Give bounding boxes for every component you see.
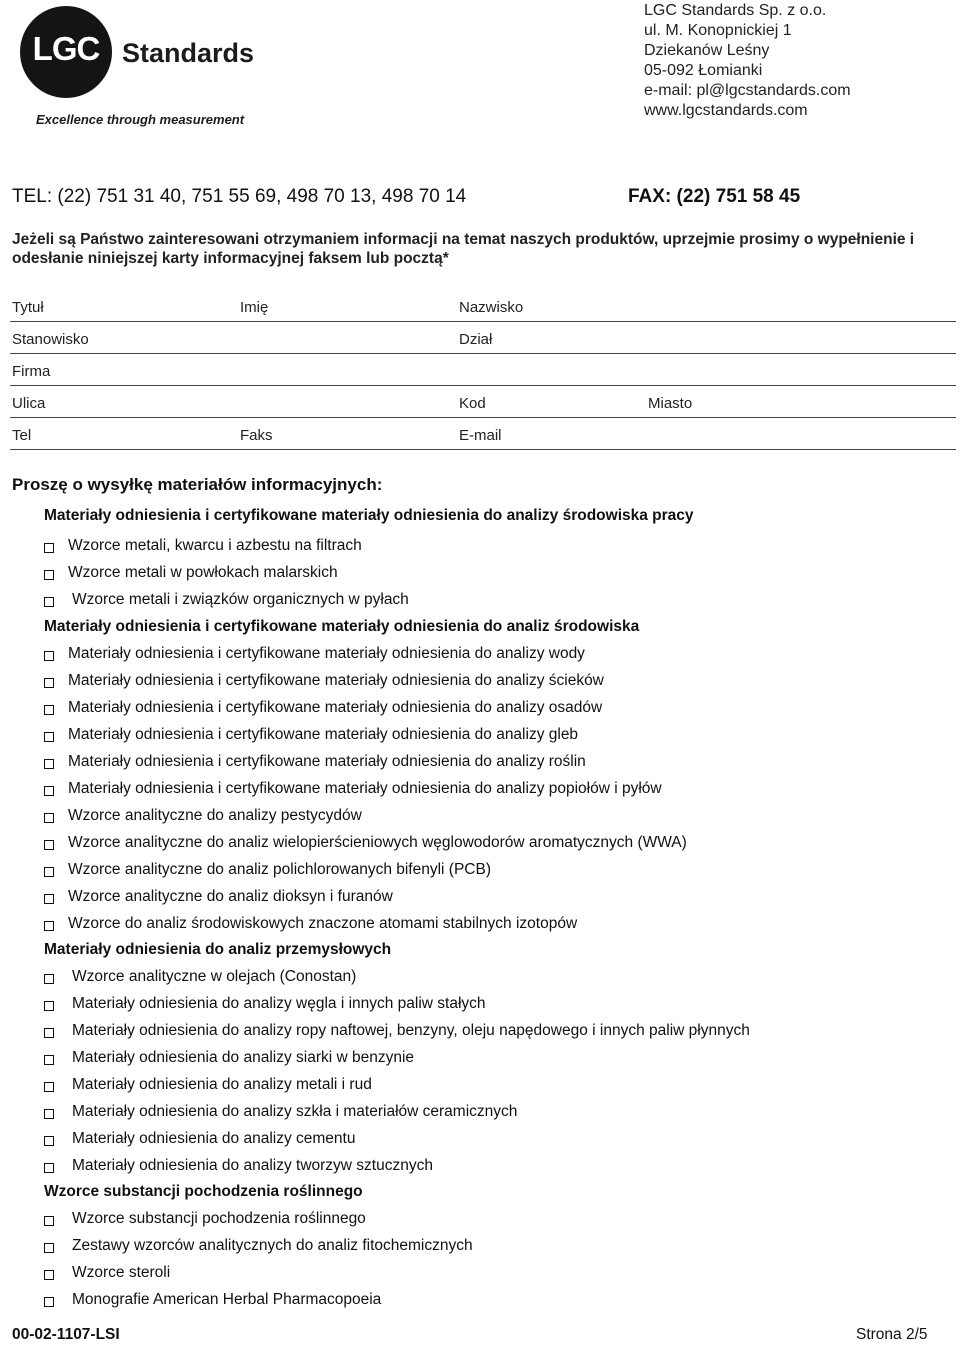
checkbox-item[interactable] — [44, 1210, 366, 1228]
address-line: 05-092 Łomianki — [644, 62, 763, 79]
checkbox-icon[interactable] — [44, 894, 54, 904]
fax-number: FAX: (22) 751 58 45 — [628, 186, 801, 207]
checkbox-label: Wzorce metali i związków organicznych w pyłach — [72, 591, 409, 608]
checkbox-item[interactable] — [44, 699, 602, 717]
section-title: Materiały odniesienia i certyfikowane materiały odniesienia do analiz środowiska — [44, 618, 640, 635]
checkbox-item[interactable] — [44, 537, 362, 555]
section-title: Materiały odniesienia do analiz przemysłowych — [44, 941, 392, 958]
address-line: LGC Standards Sp. z o.o. — [644, 2, 827, 19]
checkbox-icon[interactable] — [44, 813, 54, 823]
field-label-postcode: Kod — [459, 395, 486, 412]
checkbox-label: Materiały odniesienia do analizy ropy naftowej, benzyny, oleju napędowego i innych paliw płynnych — [72, 1022, 750, 1039]
checkbox-icon[interactable] — [44, 1055, 54, 1065]
checkbox-item[interactable] — [44, 591, 409, 609]
field-label-last-name: Nazwisko — [459, 299, 524, 316]
form-row-company[interactable] — [10, 359, 956, 386]
section-title: Materiały odniesienia i certyfikowane materiały odniesienia do analizy środowiska pracy — [44, 507, 694, 524]
checkbox-icon[interactable] — [44, 570, 54, 580]
checkbox-icon[interactable] — [44, 1297, 54, 1307]
field-label-phone: Tel — [12, 427, 32, 444]
checkbox-item[interactable] — [44, 1157, 433, 1175]
checkbox-icon[interactable] — [44, 1109, 54, 1119]
address-website: www.lgcstandards.com — [644, 102, 808, 119]
checkbox-item[interactable] — [44, 645, 585, 663]
checkbox-item[interactable] — [44, 888, 393, 906]
checkbox-label: Wzorce metali w powłokach malarskich — [68, 564, 338, 581]
checkbox-label: Zestawy wzorców analitycznych do analiz fitochemicznych — [72, 1237, 473, 1254]
checkbox-label: Materiały odniesienia do analizy szkła i materiałów ceramicznych — [72, 1103, 518, 1120]
field-label-fax: Faks — [240, 427, 273, 444]
checkbox-item[interactable] — [44, 1049, 414, 1067]
form-row-address[interactable] — [10, 391, 956, 418]
logo-mark: LGC — [32, 30, 100, 67]
checkbox-item[interactable] — [44, 834, 687, 852]
checkbox-item[interactable] — [44, 726, 578, 744]
checkbox-icon[interactable] — [44, 1163, 54, 1173]
field-label-title: Tytuł — [12, 299, 44, 316]
field-label-department: Dział — [459, 331, 493, 348]
checkbox-item[interactable] — [44, 753, 586, 771]
checkbox-item[interactable] — [44, 780, 662, 798]
form-row-name[interactable] — [10, 295, 956, 322]
checkbox-label: Materiały odniesienia i certyfikowane materiały odniesienia do analizy roślin — [68, 753, 586, 770]
checkbox-icon[interactable] — [44, 651, 54, 661]
checkbox-label: Wzorce metali, kwarcu i azbestu na filtrach — [68, 537, 362, 554]
checkbox-icon[interactable] — [44, 759, 54, 769]
checkbox-icon[interactable] — [44, 974, 54, 984]
intro-text: Jeżeli są Państwo zainteresowani otrzymaniem informacji na temat naszych produktów, uprzejmie prosimy o wypełnienie i odesłanie niniejszej karty informacyjnej faksem lub pocztą* — [12, 231, 915, 267]
checkbox-label: Wzorce analityczne w olejach (Conostan) — [72, 968, 357, 985]
field-label-company: Firma — [12, 363, 51, 380]
checkbox-item[interactable] — [44, 1237, 473, 1255]
checkbox-icon[interactable] — [44, 678, 54, 688]
checkbox-item[interactable] — [44, 1291, 381, 1309]
field-label-position: Stanowisko — [12, 331, 89, 348]
checkbox-item[interactable] — [44, 968, 356, 986]
phone-numbers: TEL: (22) 751 31 40, 751 55 69, 498 70 13, 498 70 14 — [12, 186, 467, 207]
checkbox-icon[interactable] — [44, 786, 54, 796]
checkbox-label: Wzorce do analiz środowiskowych znaczone atomami stabilnych izotopów — [68, 915, 578, 932]
checkbox-icon[interactable] — [44, 543, 54, 553]
checkbox-item[interactable] — [44, 1022, 750, 1040]
checkbox-label: Materiały odniesienia do analizy tworzyw sztucznych — [72, 1157, 433, 1174]
field-label-first-name: Imię — [240, 299, 269, 316]
address-line: Dziekanów Leśny — [644, 42, 770, 59]
checkbox-icon[interactable] — [44, 1270, 54, 1280]
company-address — [644, 1, 851, 121]
checkbox-label: Wzorce analityczne do analiz wielopierścieniowych węglowodorów aromatycznych (WWA) — [68, 834, 687, 851]
checkbox-label: Wzorce analityczne do analizy pestycydów — [68, 807, 362, 824]
checkbox-item[interactable] — [44, 1076, 372, 1094]
checkbox-icon[interactable] — [44, 1243, 54, 1253]
page-number: Strona 2/5 — [856, 1326, 928, 1343]
checkbox-icon[interactable] — [44, 1216, 54, 1226]
checkbox-label: Wzorce analityczne do analiz polichlorowanych bifenyli (PCB) — [68, 861, 491, 878]
checkbox-icon[interactable] — [44, 732, 54, 742]
checkbox-item[interactable] — [44, 995, 486, 1013]
address-email: e-mail: pl@lgcstandards.com — [644, 82, 851, 99]
checkbox-item[interactable] — [44, 672, 604, 690]
checkbox-label: Materiały odniesienia i certyfikowane materiały odniesienia do analizy gleb — [68, 726, 579, 743]
checkbox-item[interactable] — [44, 1264, 170, 1282]
checkbox-icon[interactable] — [44, 1001, 54, 1011]
checkbox-icon[interactable] — [44, 1082, 54, 1092]
checkbox-icon[interactable] — [44, 867, 54, 877]
address-line: ul. M. Konopnickiej 1 — [644, 22, 792, 39]
section-title: Wzorce substancji pochodzenia roślinnego — [44, 1183, 363, 1200]
form-row-contact[interactable] — [10, 423, 956, 450]
checkbox-label: Materiały odniesienia i certyfikowane materiały odniesienia do analizy popiołów i pyłów — [68, 780, 662, 797]
field-label-street: Ulica — [12, 395, 46, 412]
checkbox-icon[interactable] — [44, 1028, 54, 1038]
checkbox-label: Materiały odniesienia i certyfikowane materiały odniesienia do analizy osadów — [68, 699, 603, 716]
request-title: Proszę o wysyłkę materiałów informacyjnych: — [12, 475, 383, 494]
checkbox-label: Materiały odniesienia i certyfikowane materiały odniesienia do analizy wody — [68, 645, 585, 662]
document-code: 00-02-1107-LSI — [12, 1326, 120, 1343]
checkbox-label: Wzorce steroli — [72, 1264, 171, 1281]
checkbox-label: Monografie American Herbal Pharmacopoeia — [72, 1291, 382, 1308]
checkbox-label: Wzorce analityczne do analiz dioksyn i furanów — [68, 888, 393, 905]
checkbox-item[interactable] — [44, 915, 577, 933]
logo-wordmark: Standards — [122, 38, 255, 68]
checkbox-icon[interactable] — [44, 921, 54, 931]
checkbox-label: Materiały odniesienia do analizy cementu — [72, 1130, 356, 1147]
form-row-position[interactable] — [10, 327, 956, 354]
logo-tagline: Excellence through measurement — [36, 112, 245, 127]
checkbox-label: Materiały odniesienia do analizy metali i rud — [72, 1076, 372, 1093]
checkbox-label: Materiały odniesienia i certyfikowane materiały odniesienia do analizy ścieków — [68, 672, 604, 689]
checkbox-icon[interactable] — [44, 1136, 54, 1146]
checkbox-icon[interactable] — [44, 840, 54, 850]
checkbox-label: Materiały odniesienia do analizy węgla i innych paliw stałych — [72, 995, 486, 1012]
checkbox-item[interactable] — [44, 807, 362, 825]
checkbox-item[interactable] — [44, 1130, 355, 1148]
checkbox-label: Materiały odniesienia do analizy siarki w benzynie — [72, 1049, 415, 1066]
checkbox-icon[interactable] — [44, 705, 54, 715]
checkbox-item[interactable] — [44, 564, 338, 582]
checkbox-item[interactable] — [44, 1103, 517, 1121]
checkbox-label: Wzorce substancji pochodzenia roślinnego — [72, 1210, 366, 1227]
checkbox-item[interactable] — [44, 861, 491, 879]
field-label-email: E-mail — [459, 427, 502, 444]
field-label-city: Miasto — [648, 395, 693, 412]
checkbox-icon[interactable] — [44, 597, 54, 607]
